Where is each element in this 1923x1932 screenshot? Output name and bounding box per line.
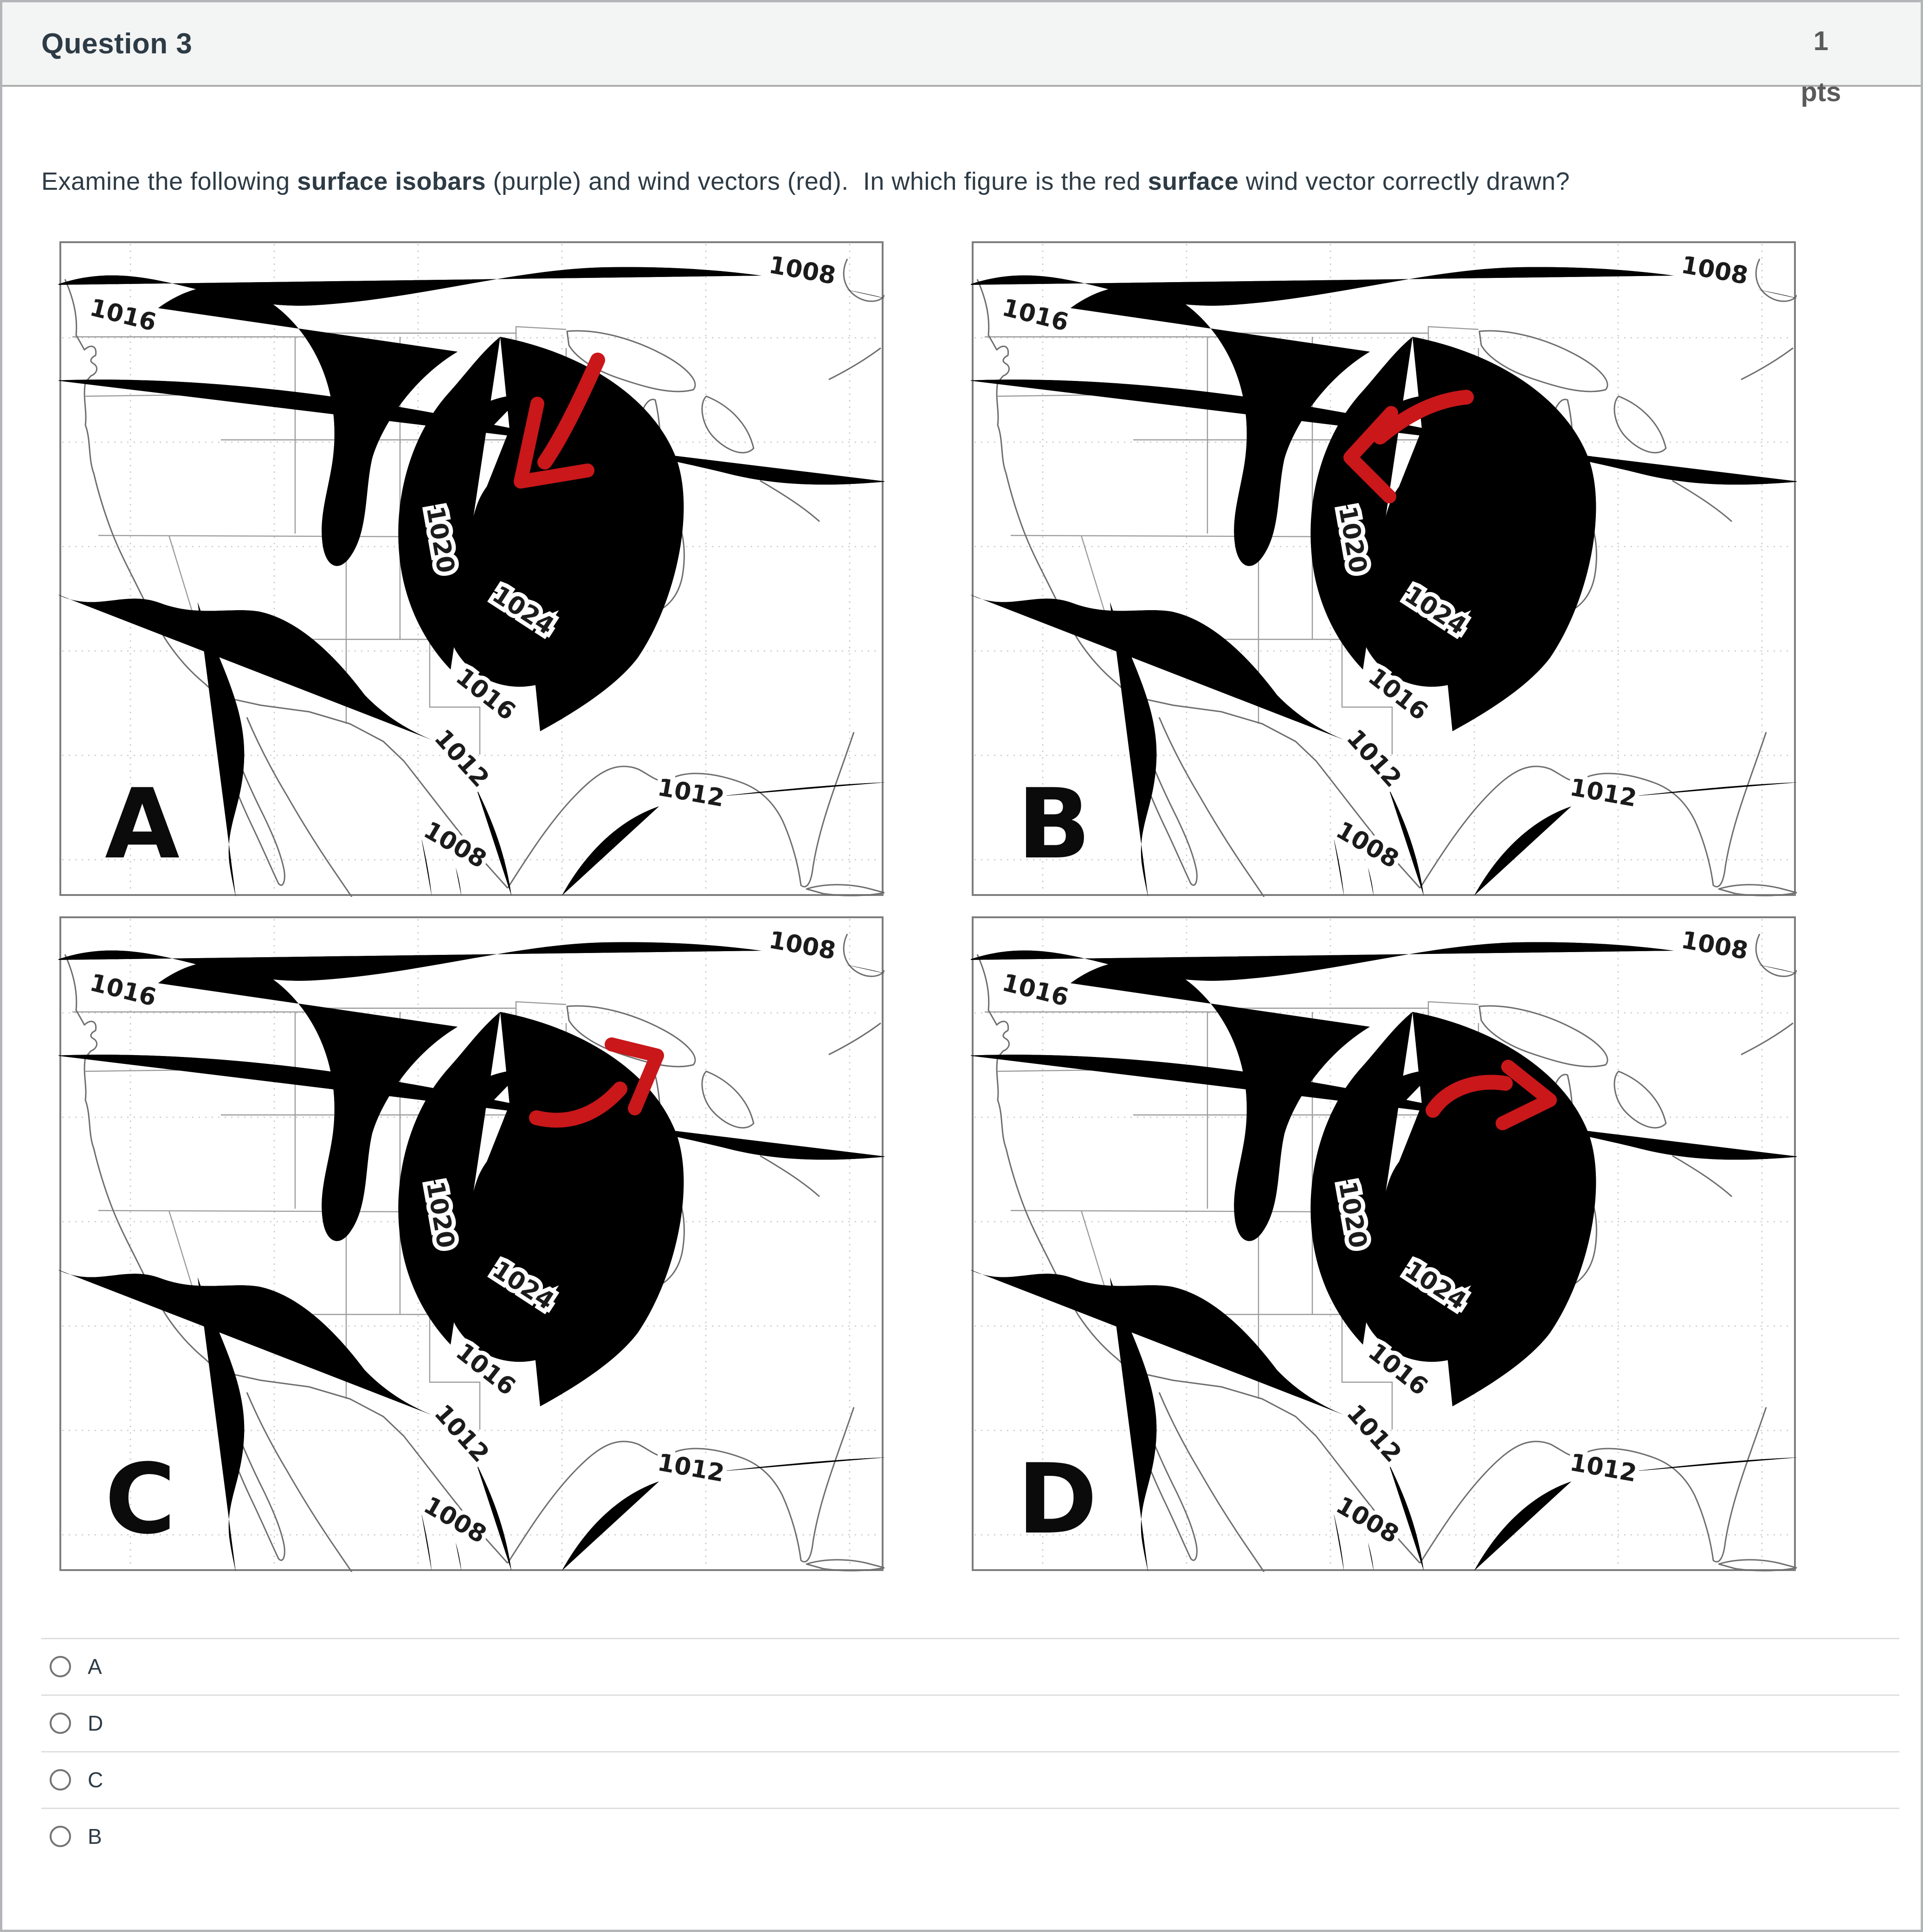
weather-map-figure [58,240,884,897]
option-radio[interactable] [50,1769,71,1790]
weather-map-figure [58,915,884,1572]
question-segment: wind vector correctly drawn? [1239,167,1570,195]
option-radio[interactable] [50,1826,71,1847]
question-segment-bold: surface isobars [297,167,486,195]
option-radio[interactable] [50,1656,71,1677]
question-points [1791,26,1851,107]
figure-letter: D [1017,1443,1097,1556]
answer-option-row [41,1694,1899,1751]
question-text [41,165,1874,199]
question-segment-bold: surface [1148,167,1239,195]
points-value: 1 [1813,26,1829,56]
option-label[interactable]: C [88,1768,103,1792]
answer-option-row [41,1638,1899,1694]
figure-letter: C [105,1443,176,1556]
weather-map [58,915,884,1572]
figure-letter: A [105,768,180,881]
option-label[interactable]: D [88,1711,103,1736]
points-unit: pts [1800,77,1841,107]
weather-map [58,240,884,897]
weather-map [971,240,1797,897]
option-radio[interactable] [50,1713,71,1734]
figures-grid [58,240,1921,1572]
question-title: Question 3 [41,27,193,60]
weather-map [971,915,1797,1572]
weather-map-figure [971,240,1797,897]
option-label[interactable]: A [88,1655,102,1679]
question-segment: (purple) and wind vectors (red). In which figure is the red [486,167,1148,195]
option-label[interactable]: B [88,1824,102,1849]
question-segment: Examine the following [41,167,297,195]
answer-option-row [41,1751,1899,1808]
answer-option-row [41,1808,1899,1864]
question-header [2,2,1921,107]
weather-map-figure [971,915,1797,1572]
answer-options [41,1638,1899,1864]
figure-letter: B [1017,768,1091,881]
